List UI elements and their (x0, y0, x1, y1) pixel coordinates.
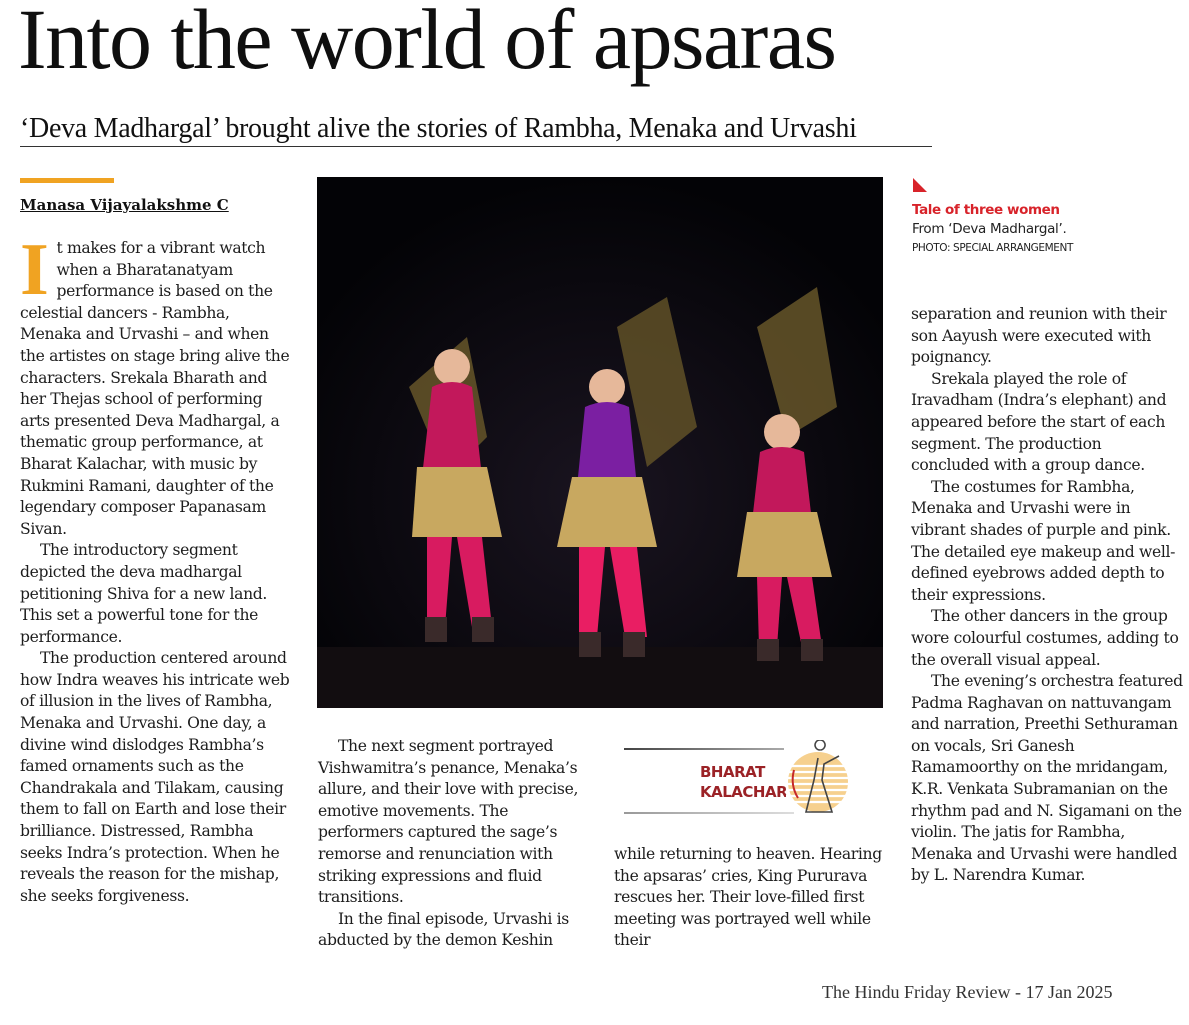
logo-rule (624, 812, 794, 814)
dancers-photo (317, 177, 883, 708)
byline[interactable]: Manasa Vijayalakshme C (20, 196, 229, 214)
paragraph: In the final episode, Urvashi is abducted by the demon Keshin (318, 909, 569, 950)
caption-text: From ‘Deva Madhargal’. (912, 221, 1067, 237)
paragraph: Srekala played the role of Iravadham (Indra’s elephant) and appeared before the start of each segment. The production concluded with a group dance. (911, 369, 1167, 475)
column-4 (911, 304, 1183, 887)
headline: Into the world of apsaras (18, 0, 836, 87)
logo-rule (624, 748, 784, 750)
paragraph: The evening’s orchestra featured Padma Raghavan on nattuvangam and narration, Preethi Sethuraman on vocals, Sri Ganesh Ramamoorthy on the mridangam, K.R. Venkata Subramanian on the rhythm pad and N. Sigamani on the violin. The jatis for Rambha, Menaka and Urvashi were handled by L. Narendra Kumar. (911, 672, 1183, 885)
source-footer: The Hindu Friday Review - 17 Jan 2025 (822, 982, 1113, 1002)
bharat-kalachar-logo (624, 740, 854, 818)
paragraph: The production centered around how Indra weaves his intricate web of illusion in the lives of Rambha, Menaka and Urvashi. One day, a divine wind dislodges Rambha’s famed ornaments such as the Chandrakala and Tilakam, causing them to fall on Earth and lose their brilliance. Distressed, Rambha seeks Indra’s protection. When he reveals the reason for the mishap, she seeks forgiveness. (20, 649, 290, 905)
dancer-emblem-icon (784, 740, 856, 818)
paragraph: The introductory segment depicted the deva madhargal petitioning Shiva for a new land. This set a powerful tone for the performance. (20, 541, 268, 646)
paragraph: while returning to heaven. Hearing the apsaras’ cries, King Pururava rescues her. Their love-filled first meeting was portrayed well while their (614, 845, 882, 950)
accent-bar (20, 178, 114, 183)
paragraph: The other dancers in the group wore colourful costumes, adding to the overall visual appeal. (911, 607, 1179, 669)
caption-title: Tale of three women (912, 202, 1060, 218)
logo-line-2: KALACHAR (700, 783, 788, 801)
paragraph: separation and reunion with their son Aayush were executed with poignancy. (911, 305, 1167, 367)
paragraph: The costumes for Rambha, Menaka and Urvashi were in vibrant shades of purple and pink. The detailed eye makeup and well-defined eyebrows added depth to their expressions. (911, 477, 1176, 604)
paragraph: t makes for a vibrant watch when a Bharatanatyam performance is based on the celestial dancers - Rambha, Menaka and Urvashi – and when the artistes on stage bring alive the characters. Srekala Bharath and her Thejas school of performing arts presented Deva Madhargal, a thematic group performance, at Bharat Kalachar, with music by Rukmini Ramani, daughter of the legendary composer Papanasam Sivan. (20, 239, 290, 538)
standfirst: ‘Deva Madhargal’ brought alive the stories of Rambha, Menaka and Urvashi (20, 112, 932, 147)
paragraph: The next segment portrayed Vishwamitra’s penance, Menaka’s allure, and their love with precise, emotive movements. The performers captured the sage’s remorse and renunciation with striking expressions and fluid transitions. (318, 737, 579, 907)
photo-caption (912, 178, 1172, 254)
dropcap: I (20, 229, 49, 311)
logo-line-1: BHARAT (700, 763, 765, 781)
caption-triangle-icon (913, 178, 927, 192)
column-3 (614, 844, 886, 952)
column-1 (20, 229, 292, 907)
photo-credit: PHOTO: SPECIAL ARRANGEMENT (912, 242, 1074, 254)
logo-text (700, 762, 788, 802)
dancers-image-icon (317, 177, 883, 708)
column-2 (318, 736, 590, 952)
